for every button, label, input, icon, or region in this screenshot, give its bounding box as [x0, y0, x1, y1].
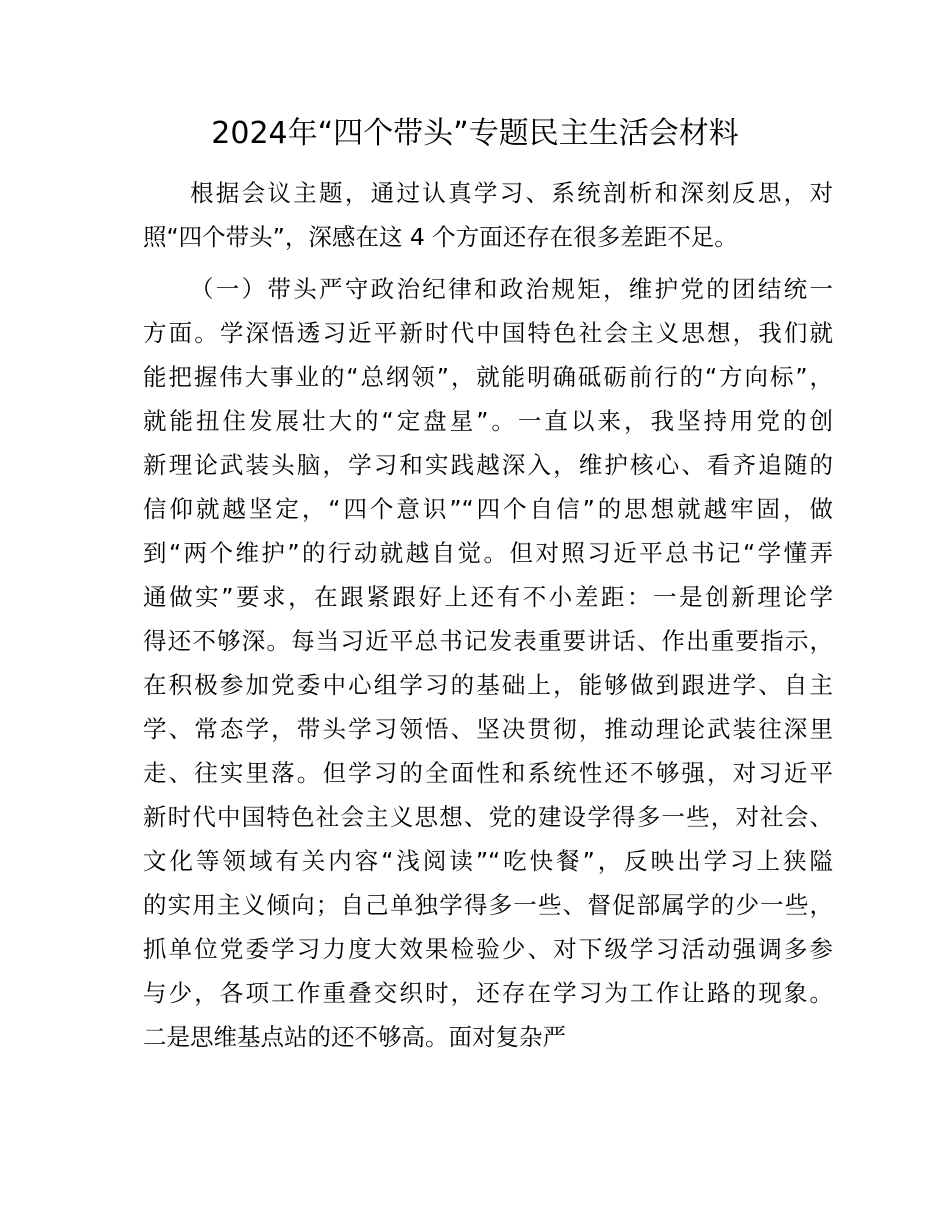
text-line: 新理论武装头脑，学习和实践越深入，维护核心、看齐追随的 — [143, 451, 833, 479]
text-line: 通做实”要求，在跟紧跟好上还有不小差距：一是创新理论学 — [143, 583, 833, 611]
text-line: 到“两个维护”的行动就越自觉。但对照习近平总书记“学懂弄 — [143, 539, 833, 567]
text-line: 根据会议主题，通过认真学习、系统剖析和深刻反思，对 — [190, 179, 833, 207]
text-line: 照“四个带头”，深感在这 4 个方面还存在很多差距不足。 — [143, 223, 738, 251]
text-line: 抓单位党委学习力度大效果检验少、对下级学习活动强调多参 — [143, 935, 833, 963]
text-line: 就能扭住发展壮大的“定盘星”。一直以来，我坚持用党的创 — [143, 407, 833, 435]
text-line: 信仰就越坚定，“四个意识”“四个自信”的思想就越牢固，做 — [143, 495, 833, 523]
text-line: 文化等领域有关内容“浅阅读”“吃快餐”，反映出学习上狭隘 — [143, 847, 833, 875]
text-line: 方面。学深悟透习近平新时代中国特色社会主义思想，我们就 — [143, 319, 833, 347]
text-line: 与少，各项工作重叠交织时，还存在学习为工作让路的现象。 — [143, 979, 833, 1007]
text-line: 的实用主义倾向；自己单独学得多一些、督促部属学的少一些， — [143, 891, 833, 919]
text-line: （一）带头严守政治纪律和政治规矩，维护党的团结统一 — [190, 275, 833, 303]
text-line: 走、往实里落。但学习的全面性和系统性还不够强，对习近平 — [143, 759, 833, 787]
text-line: 新时代中国特色社会主义思想、党的建设学得多一些，对社会、 — [143, 803, 833, 831]
text-line: 能把握伟大事业的“总纲领”，就能明确砥砺前行的“方向标”， — [143, 363, 833, 391]
text-line: 二是思维基点站的还不够高。面对复杂严 — [143, 1023, 566, 1051]
document-title: 2024年“四个带头”专题民主生活会材料 — [211, 116, 739, 151]
text-line: 得还不够深。每当习近平总书记发表重要讲话、作出重要指示， — [143, 627, 833, 655]
text-line: 在积极参加党委中心组学习的基础上，能够做到跟进学、自主 — [143, 671, 833, 699]
text-line: 学、常态学，带头学习领悟、坚决贯彻，推动理论武装往深里 — [143, 715, 833, 743]
